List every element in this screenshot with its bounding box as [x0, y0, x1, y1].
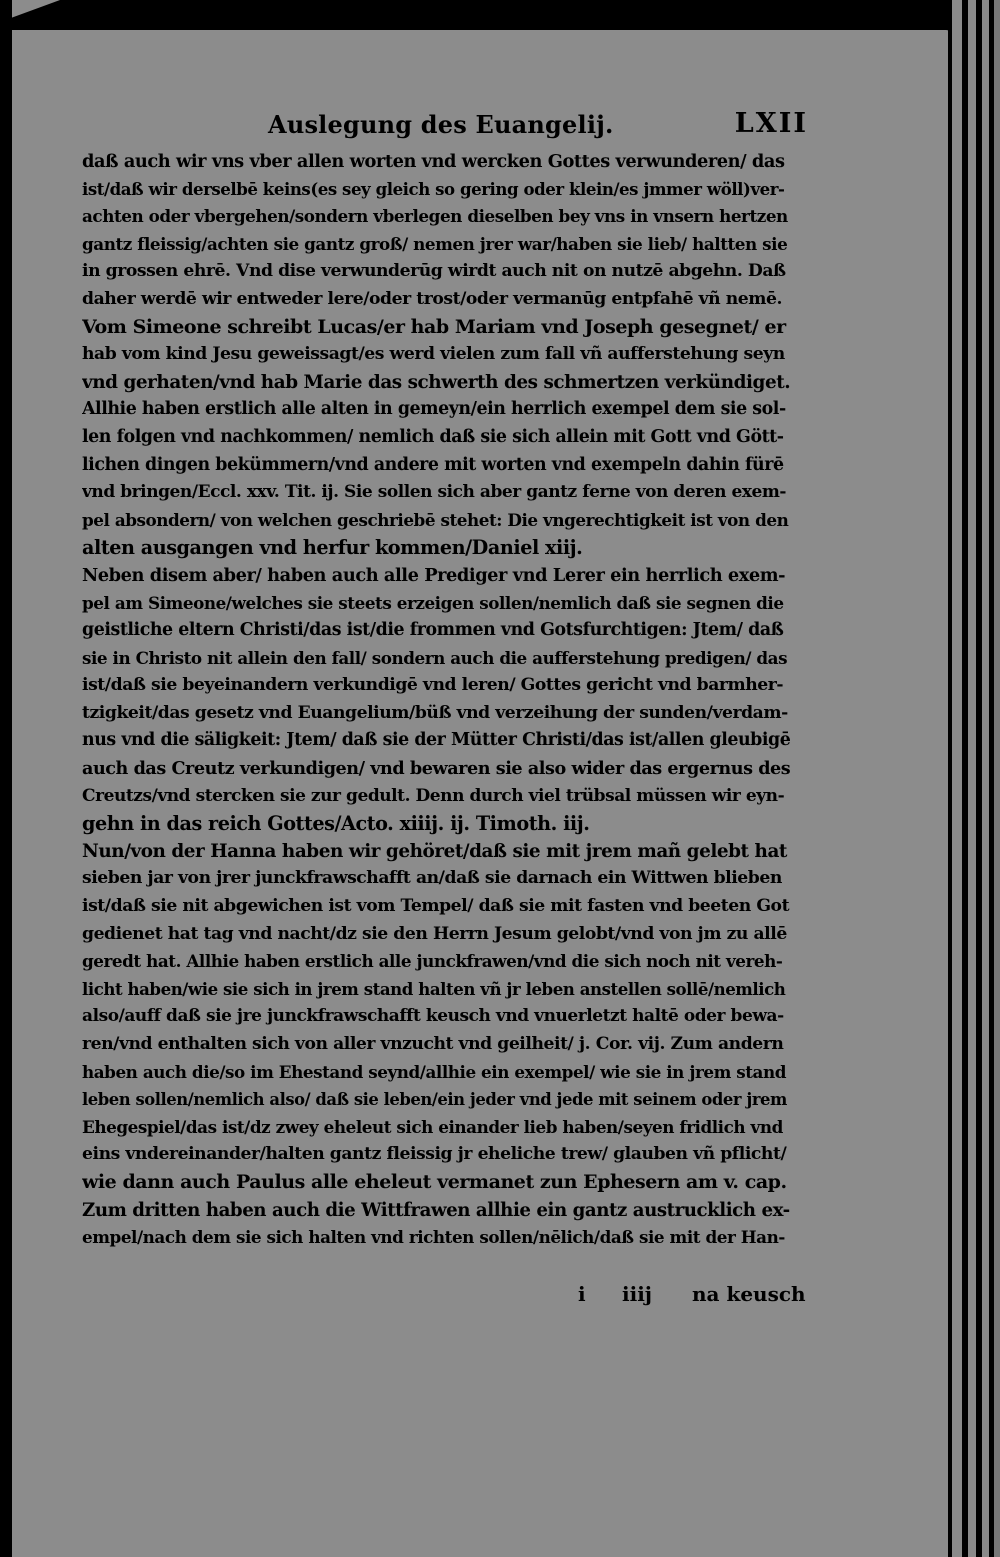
text-line: empel/nach dem sie sich halten vnd richten sollen/nēlich/daß sie mit der Han-	[82, 1227, 785, 1248]
text-line: also/auff daß sie jre junckfrawschafft keusch vnd vnuerletzt haltē oder bewa-	[82, 1006, 784, 1027]
text-line: nus vnd die säligkeit: Jtem/ daß sie der Mütter Christi/das ist/allen gleubigē	[82, 730, 790, 751]
text-line: achten oder vbergehen/sondern vberlegen dieselben bey vns in vnsern hertzen	[82, 206, 788, 227]
text-line: geredt hat. Allhie haben erstlich alle junckfrawen/vnd die sich noch nit vereh-	[82, 951, 783, 972]
text-line: pel absondern/ von welchen geschriebē stehet: Die vngerechtigkeit ist von den	[82, 509, 789, 530]
scan-left-edge	[0, 0, 12, 1557]
text-line: gedienet hat tag vnd nacht/dz sie den Herrn Jesum gelobt/vnd von jm zu allē	[82, 923, 787, 944]
text-line: len folgen vnd nachkommen/ nemlich daß sie sich allein mit Gott vnd Gött-	[82, 426, 784, 447]
text-line: Ehegespiel/das ist/dz zwey eheleut sich einander lieb haben/seyen fridlich vnd	[82, 1116, 783, 1137]
text-line: ist/daß wir derselbē keins(es sey gleich so gering oder klein/es jmmer wöll)ver-	[82, 178, 785, 199]
page-edge-strip	[982, 0, 989, 1557]
running-head	[268, 108, 808, 144]
body-text	[82, 148, 790, 1252]
catchword: na keusch	[692, 1282, 806, 1306]
text-line: wie dann auch Paulus alle eheleut vermanet zun Ephesern am v. cap.	[82, 1170, 787, 1193]
text-line: daß auch wir vns vber allen worten vnd wercken Gottes verwunderen/ das	[82, 151, 785, 172]
text-line: vnd bringen/Eccl. xxv. Tit. ij. Sie sollen sich aber gantz ferne von deren exem-	[82, 482, 787, 503]
page-edge-strip	[968, 0, 976, 1557]
text-line: Neben disem aber/ haben auch alle Prediger vnd Lerer ein herrlich exem-	[82, 564, 786, 586]
text-line: tzigkeit/das gesetz vnd Euangelium/büß vnd verzeihung der sunden/verdam-	[82, 702, 788, 723]
text-line: gehn in das reich Gottes/Acto. xiiij. ij. Timoth. iij.	[82, 812, 590, 836]
text-line: pel am Simeone/welches sie steets erzeigen sollen/nemlich daß sie segnen die	[82, 592, 784, 613]
text-line: leben sollen/nemlich also/ daß sie leben/ein jeder vnd jede mit seinem oder jrem	[82, 1090, 787, 1110]
signature-mark: i	[578, 1282, 586, 1306]
text-line: Nun/von der Hanna haben wir gehöret/daß sie mit jrem mañ gelebt hat	[82, 840, 787, 862]
text-line: Vom Simeone schreibt Lucas/er hab Mariam vnd Joseph gesegnet/ er	[82, 315, 786, 338]
text-line: auch das Creutz verkundigen/ vnd bewaren sie also wider das ergernus des	[82, 758, 790, 780]
text-line: ist/daß sie nit abgewichen ist vom Tempel/ daß sie mit fasten vnd beeten Got	[82, 896, 790, 917]
text-line: gantz fleissig/achten sie gantz groß/ nemen jrer war/haben sie lieb/ haltten sie	[82, 233, 788, 254]
text-line: ist/daß sie beyeinandern verkundigē vnd leren/ Gottes gericht vnd barmher-	[82, 675, 784, 696]
text-line: geistliche eltern Christi/das ist/die frommen vnd Gotsfurchtigen: Jtem/ daß	[82, 620, 784, 641]
page-edge-strip	[952, 0, 962, 1557]
text-line: in grossen ehrē. Vnd dise verwunderūg wirdt auch nit on nutzē abgehn. Daß	[82, 261, 786, 282]
text-line: sie in Christo nit allein den fall/ sondern auch die aufferstehung predigen/ das	[82, 647, 788, 668]
text-line: lichen dingen bekümmern/vnd andere mit worten vnd exempeln dahin fürē	[82, 454, 784, 475]
running-title: Auslegung des Euangelij.	[268, 110, 614, 139]
text-line: sieben jar von jrer junckfrawschafft an/daß sie darnach ein Wittwen blieben	[82, 868, 782, 889]
text-line: eins vndereinander/halten gantz fleissig jr eheliche trew/ glauben vñ pflicht/	[82, 1144, 787, 1165]
text-line: haben auch die/so im Ehestand seynd/allhie ein exempel/ wie sie in jrem stand	[82, 1061, 787, 1082]
text-line: licht haben/wie sie sich in jrem stand halten vñ jr leben anstellen sollē/nemlich	[82, 978, 786, 999]
page-edge-strip	[994, 0, 1000, 1557]
text-line: alten ausgangen vnd herfur kommen/Daniel xiij.	[82, 536, 583, 560]
text-line: vnd gerhaten/vnd hab Marie das schwerth des schmertzen verkündiget.	[82, 371, 790, 393]
text-line: Creutzs/vnd stercken sie zur gedult. Denn durch viel trübsal müssen wir eyn-	[82, 785, 785, 806]
text-line: daher werdē wir entweder lere/oder trost/oder vermanūg entpfahē vñ nemē.	[82, 288, 783, 309]
page-number: LXII	[734, 108, 808, 139]
text-line: ren/vnd enthalten sich von aller vnzucht vnd geilheit/ j. Cor. vij. Zum andern	[82, 1034, 784, 1054]
text-line: hab vom kind Jesu geweissagt/es werd vielen zum fall vñ aufferstehung seyn	[82, 344, 785, 365]
signature-number: iiij	[622, 1282, 653, 1306]
text-line: Allhie haben erstlich alle alten in gemeyn/ein herrlich exempel dem sie sol-	[82, 399, 786, 420]
text-line: Zum dritten haben auch die Wittfrawen allhie ein gantz austrucklich ex-	[82, 1199, 790, 1221]
signature-line	[570, 1282, 806, 1312]
